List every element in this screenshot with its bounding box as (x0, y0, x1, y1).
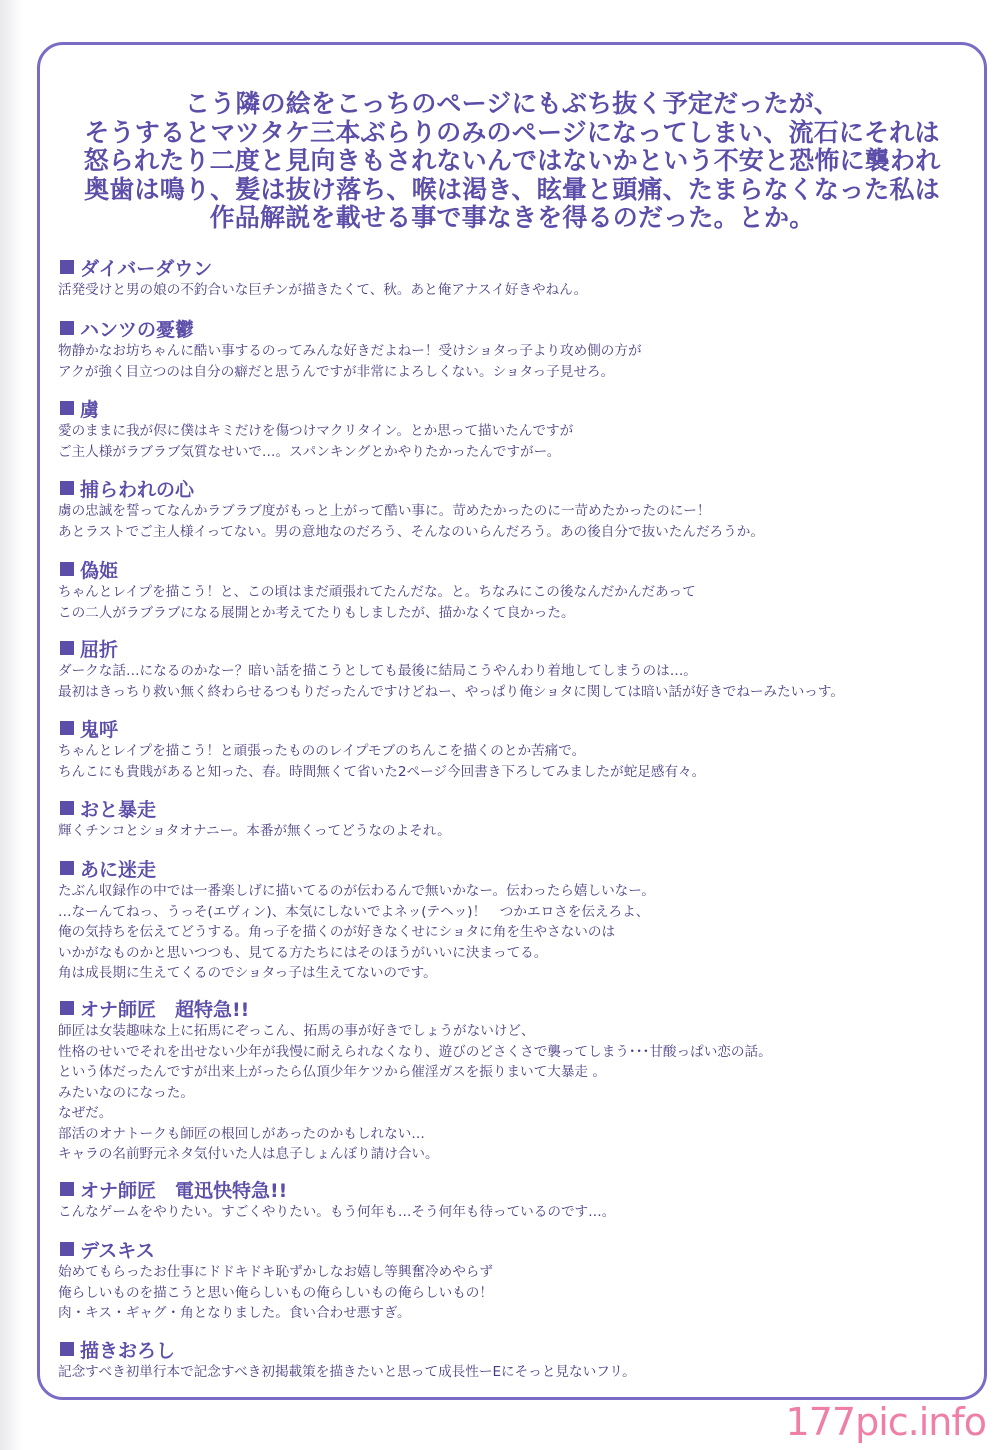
section-ona-shishou-denjin (58, 1176, 958, 1223)
section-title: オナ師匠 超特急!! (80, 998, 250, 1021)
bullet-square-icon (60, 1242, 74, 1256)
bullet-square-icon (60, 1182, 74, 1196)
section-hantsu (58, 315, 958, 382)
bullet-square-icon (60, 562, 74, 576)
body-line: 最初はきっちり救い無く終わらせるつもりだったんですけどねー、やっぱり俺ショタに関しては暗い話が好きでねーみたいっす。 (58, 683, 844, 700)
section-kakioroshi (58, 1336, 958, 1383)
section-oto-bousou (58, 795, 958, 842)
section-body (58, 881, 958, 984)
body-line: いかがなものかと思いつつも、見てる方たちにはそのほうがいいに決まってる。 (58, 944, 548, 961)
body-line: 俺の気持ちを伝えてどうする。角っ子を描くのが好きなくせにショタに角を生やさないのは (58, 924, 616, 940)
bullet-square-icon (60, 641, 74, 655)
section-title: 屈折 (80, 638, 119, 661)
section-body (58, 1362, 958, 1383)
section-title: 偽姫 (80, 559, 119, 582)
body-line: 角は成長期に生えてくるのでショタっ子は生えてないのです。 (58, 965, 437, 981)
section-title: 捕らわれの心 (80, 478, 195, 501)
intro-line: こう隣の絵をこっちのページにもぶち抜く予定だったが、 (184, 89, 840, 118)
section-body (58, 661, 958, 702)
section-title: ダイバーダウン (80, 257, 213, 280)
body-line: アクが強く目立つのは自分の癖だと思うんですが非常によろしくない。ショタっ子見せろ。 (58, 363, 615, 380)
body-line: ダークな話…になるのかなー？暗い話を描こうとしても最後に結局こうやんわり着地してしまうのは…。 (58, 663, 697, 679)
body-line: 物静かなお坊ちゃんに酷い事するのってみんな好きだよねー！受けショタっ子より攻め側の方が (58, 343, 642, 359)
intro-paragraph (40, 45, 984, 233)
section-ani-meisou (58, 855, 958, 984)
paper-edge (0, 0, 22, 1450)
body-line: 始めてもらったお仕事にドドキドキ恥ずかしなお嬉し等興奮冷めやらず (58, 1264, 493, 1280)
intro-line: 怒られたり二度と見向きもされないんではないかという不安と恐怖に襲われ (83, 146, 941, 175)
body-line: なぜだ。 (58, 1105, 113, 1121)
intro-line: そうするとマツタケ三本ぶらりのみのページになってしまい、流石にそれは (84, 117, 940, 147)
section-title: あに迷走 (80, 858, 157, 881)
section-kussetsu (58, 635, 958, 702)
body-line: あとラストでご主人様イってない。男の意地なのだろう、そんなのいらんだろう。あの後自分で抜いたんだろうか。 (58, 523, 764, 540)
section-oniko (58, 715, 958, 782)
intro-line: 奥歯は鳴り、髪は抜け落ち、喉は渇き、眩暈と頭痛、たまらなくなった私は (84, 174, 940, 204)
section-title: おと暴走 (80, 798, 157, 821)
section-body (58, 582, 958, 623)
section-body (58, 821, 958, 842)
section-nisehime (58, 556, 958, 623)
body-line: ちゃんとレイプを描こう！と、この頃はまだ頑張れてたんだな。と。ちなみにこの後なんだかんだあって (58, 584, 696, 600)
body-line: という体だったんですが出来上がったら仏頂少年ケツから催淫ガスを振りまいて大暴走 。 (58, 1064, 606, 1080)
section-deathkiss (58, 1236, 958, 1324)
body-line: たぶん収録作の中では一番楽しげに描いてるのが伝わるんで無いかなー。伝わったら嬉しいなー。 (58, 883, 655, 899)
body-line: こんなゲームをやりたい。すごくやりたい。もう何年も…そう何年も待っているのです…。 (58, 1204, 616, 1220)
body-line: 肉・キス・ギャグ・角となりました。食い合わせ悪すぎ。 (58, 1305, 411, 1321)
body-line: ご主人様がラブラブ気質なせいで…。スパンキングとかやりたかったんですがー。 (58, 443, 561, 460)
section-body (58, 341, 958, 382)
body-line: キャラの名前野元ネタ気付いた人は息子しょんぼり請け合い。 (58, 1146, 439, 1162)
body-line: 性格のせいでそれを出せない少年が我慢に耐えられなくなり、遊びのどさくさで襲ってしまう･･･甘酸っぱい恋の話。 (58, 1043, 772, 1060)
body-line: 虜の忠誠を誓ってなんかラブラブ度がもっと上がって酷い事に。苛めたかったのに一苛めたかったのにー！ (58, 503, 711, 519)
watermark-text: 177pic.info (785, 1400, 986, 1444)
body-line: 師匠は女装趣味な上に拓馬にぞっこん、拓馬の事が好きでしょうがないけど、 (58, 1023, 535, 1039)
section-title: デスキス (80, 1239, 155, 1262)
body-line: 愛のままに我が侭に僕はキミだけを傷つけマクリタイン。とか思って描いたんですが (58, 423, 574, 439)
body-line: 輝くチンコとショタオナニー。本番が無くってどうなのよそれ。 (58, 823, 451, 839)
section-body (58, 280, 958, 301)
bullet-square-icon (60, 321, 74, 335)
bullet-square-icon (60, 260, 74, 274)
intro-line: 作品解説を載せる事で事なきを得るのだった。とか。 (209, 203, 815, 232)
body-line: みたいなのになった。 (58, 1084, 194, 1101)
section-title: 鬼呼 (80, 718, 119, 741)
bullet-square-icon (60, 1342, 74, 1356)
body-line: 部活のオナトークも師匠の根回しがあったのかもしれない… (58, 1125, 425, 1142)
body-line: 記念すべき初単行本で記念すべき初掲載策を描きたいと思って成長性ーEにそっと見ないフリ。 (58, 1364, 636, 1380)
body-line: 活発受けと男の娘の不釣合いな巨チンが描きたくて、秋。あと俺アナスイ好きやねん。 (58, 282, 588, 298)
body-line: ちんこにも貴賎があると知った、春。時間無くて省いた2ページ今回書き下ろしてみましたが蛇足感有々。 (58, 763, 706, 780)
section-diver-down (58, 254, 958, 301)
section-body (58, 421, 958, 462)
section-body (58, 1202, 958, 1223)
section-title: オナ師匠 電迅快特急!! (80, 1179, 288, 1202)
section-body (58, 741, 958, 782)
bullet-square-icon (60, 721, 74, 735)
body-line: ちゃんとレイプを描こう！と頑張ったもののレイプモブのちんこを描くのとか苦痛で。 (58, 743, 586, 759)
bullet-square-icon (60, 801, 74, 815)
section-title: 描きおろし (80, 1339, 176, 1362)
section-torawareno-kokoro (58, 475, 958, 542)
bullet-square-icon (60, 861, 74, 875)
section-body (58, 501, 958, 542)
body-line: …なーんてねっ、うっそ(エヴィン)、本気にしないでよネッ(テヘッ)！ つかエロさを伝えろよ、 (58, 903, 650, 920)
bullet-square-icon (60, 401, 74, 415)
section-title: ハンツの憂鬱 (80, 318, 195, 341)
section-ona-shishou-chotokkyu (58, 995, 958, 1165)
bullet-square-icon (60, 1001, 74, 1015)
section-title: 虜 (80, 398, 100, 421)
body-line: この二人がラブラブになる展開とか考えてたりもしましたが、描かなくて良かった。 (58, 604, 575, 621)
section-body (58, 1021, 958, 1165)
body-line: 俺らしいものを描こうと思い俺らしいもの俺らしいもの俺らしいもの！ (58, 1284, 493, 1301)
section-body (58, 1262, 958, 1324)
section-toriko (58, 395, 958, 462)
bullet-square-icon (60, 481, 74, 495)
